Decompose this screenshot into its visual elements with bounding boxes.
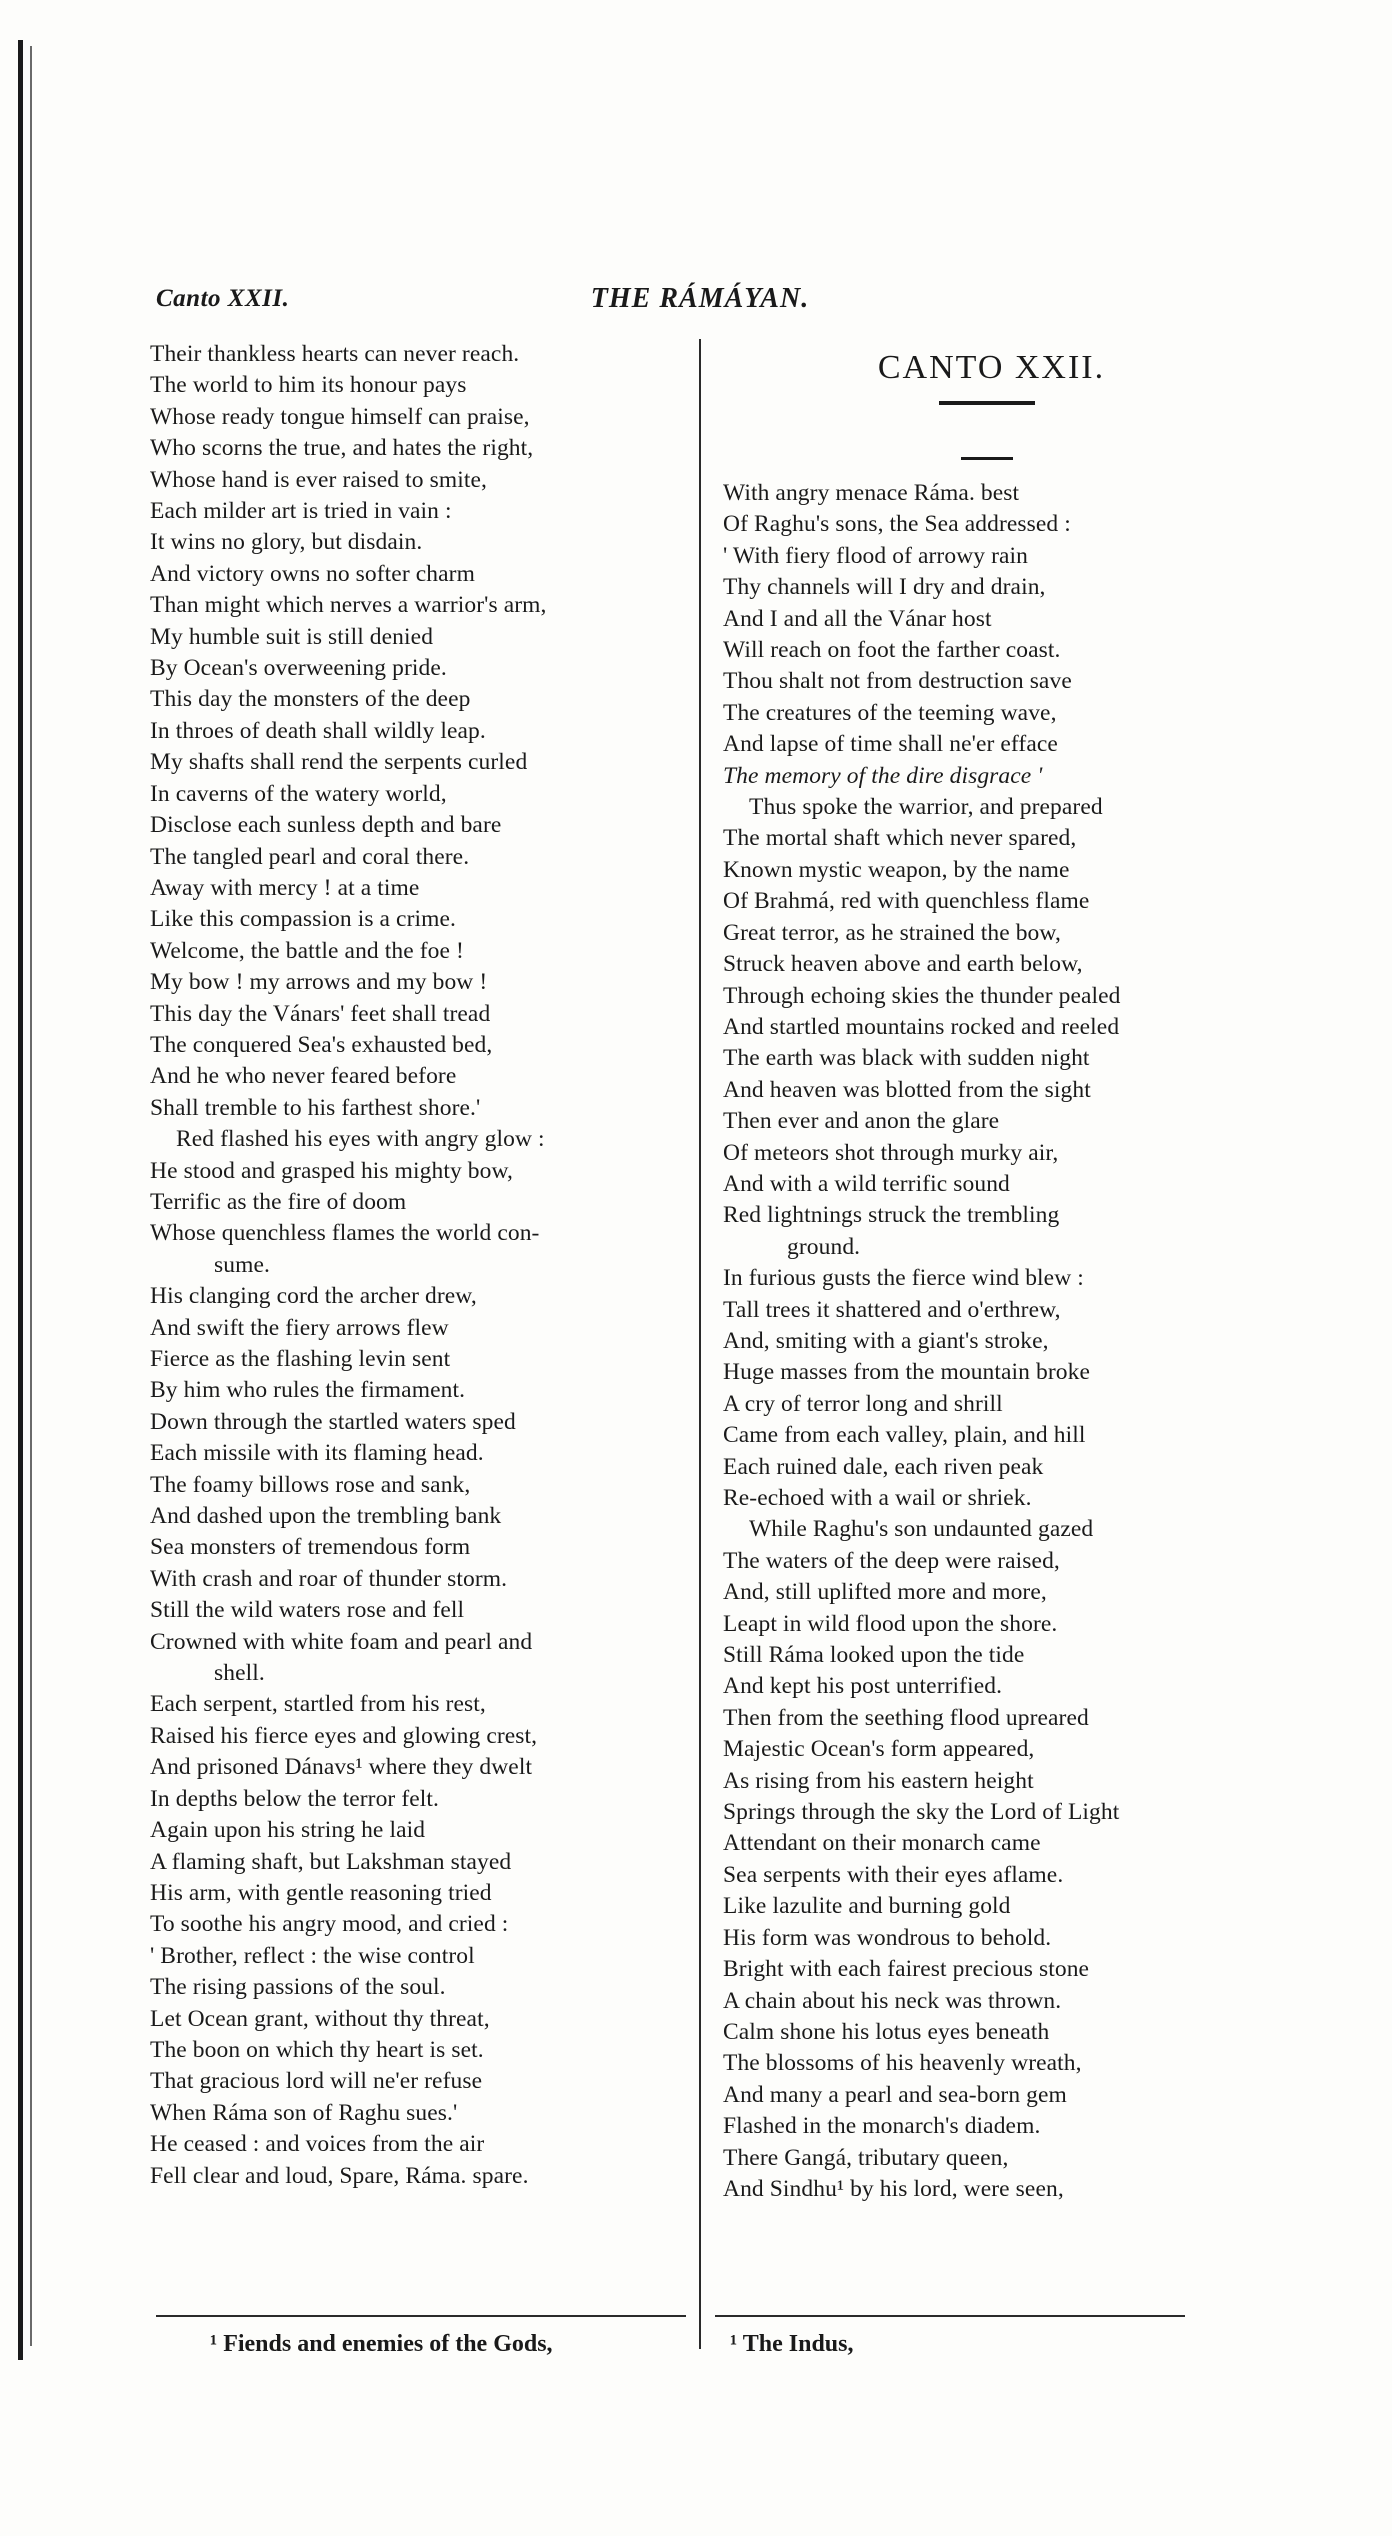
verse-line: And many a pearl and sea-born gem bbox=[723, 2081, 1067, 2108]
column-divider-rule bbox=[699, 339, 701, 2349]
verse-line: And victory owns no softer charm bbox=[150, 560, 475, 587]
verse-line: Then ever and anon the glare bbox=[723, 1108, 1000, 1135]
canto-heading-rule bbox=[939, 401, 1035, 405]
verse-line: Whose hand is ever raised to smite, bbox=[150, 466, 487, 493]
verse-line: And dashed upon the trembling bank bbox=[150, 1503, 502, 1530]
verse-line: And he who never feared before bbox=[150, 1063, 457, 1090]
verse-line: Red flashed his eyes with angry glow : bbox=[176, 1126, 545, 1153]
verse-line: This day the Vánars' feet shall tread bbox=[150, 1000, 491, 1027]
verse-line: The waters of the deep were raised, bbox=[723, 1547, 1060, 1574]
verse-line: And startled mountains rocked and reeled bbox=[723, 1013, 1120, 1040]
footnote-rule-right bbox=[715, 2315, 1185, 2317]
verse-line: Like this compassion is a crime. bbox=[150, 906, 457, 933]
verse-line: Raised his fierce eyes and glowing crest, bbox=[150, 1722, 538, 1749]
verse-line: Away with mercy ! at a time bbox=[150, 874, 420, 901]
verse-line: Great terror, as he strained the bow, bbox=[723, 919, 1061, 946]
verse-line: Shall tremble to his farthest shore.' bbox=[150, 1094, 481, 1121]
verse-line: sume. bbox=[214, 1251, 270, 1278]
verse-line: The memory of the dire disgrace ' bbox=[723, 762, 1043, 789]
verse-line: Crowned with white foam and pearl and bbox=[150, 1628, 533, 1655]
verse-line: Who scorns the true, and hates the right, bbox=[150, 435, 534, 462]
verse-line: Again upon his string he laid bbox=[150, 1817, 426, 1844]
verse-line: Huge masses from the mountain broke bbox=[723, 1359, 1091, 1386]
verse-block-left-1 bbox=[150, 339, 677, 1124]
footnote-rules bbox=[150, 2315, 1250, 2317]
verse-line: And with a wild terrific sound bbox=[723, 1170, 1010, 1197]
verse-line: Then from the seething flood upreared bbox=[723, 1704, 1089, 1731]
verse-line: Thou shalt not from destruction save bbox=[723, 668, 1072, 695]
verse-line: Than might which nerves a warrior's arm, bbox=[150, 592, 547, 619]
verse-line: Still Ráma looked upon the tide bbox=[723, 1642, 1025, 1669]
verse-line: To soothe his angry mood, and cried : bbox=[150, 1911, 509, 1938]
verse-block-left-3 bbox=[150, 1689, 677, 2192]
verse-line: Will reach on foot the farther coast. bbox=[723, 637, 1061, 664]
verse-line: The mortal shaft which never spared, bbox=[723, 825, 1077, 852]
page-content bbox=[150, 285, 1250, 2205]
verse-line: And prisoned Dánavs¹ where they dwelt bbox=[150, 1754, 533, 1781]
verse-line: ' Brother, reflect : the wise control bbox=[150, 1942, 475, 1969]
verse-line: Sea serpents with their eyes aflame. bbox=[723, 1861, 1064, 1888]
canto-heading: CANTO XXII. bbox=[877, 349, 1106, 386]
verse-line: Majestic Ocean's form appeared, bbox=[723, 1736, 1035, 1763]
verse-line: Re-echoed with a wail or shriek. bbox=[723, 1485, 1032, 1511]
binding-edge-decoration bbox=[18, 40, 23, 2360]
verse-line: Terrific as the fire of doom bbox=[150, 1188, 407, 1215]
verse-line: Each ruined dale, each riven peak bbox=[723, 1453, 1044, 1480]
verse-line: Came from each valley, plain, and hill bbox=[723, 1422, 1086, 1449]
verse-block-right-3 bbox=[723, 1514, 1250, 2205]
verse-line: Each milder art is tried in vain : bbox=[150, 498, 452, 525]
footnote-right: ¹ The Indus, bbox=[730, 2331, 854, 2357]
footnote-left: ¹ Fiends and enemies of the Gods, bbox=[210, 2331, 553, 2357]
verse-line: Flashed in the monarch's diadem. bbox=[723, 2113, 1041, 2140]
verse-line: With crash and roar of thunder storm. bbox=[150, 1565, 508, 1592]
verse-line: Each serpent, startled from his rest, bbox=[150, 1691, 486, 1718]
verse-line: And, still uplifted more and more, bbox=[723, 1579, 1047, 1606]
verse-line: Struck heaven above and earth below, bbox=[723, 951, 1083, 978]
verse-line: And swift the fiery arrows flew bbox=[150, 1314, 449, 1341]
verse-line: His clanging cord the archer drew, bbox=[150, 1283, 477, 1310]
verse-line: It wins no glory, but disdain. bbox=[150, 529, 423, 556]
verse-line: Fell clear and loud, Spare, Ráma. spare. bbox=[150, 2162, 529, 2189]
verse-line: Whose ready tongue himself can praise, bbox=[150, 403, 530, 430]
verse-line: This day the monsters of the deep bbox=[150, 686, 471, 713]
verse-line: ' With fiery flood of arrowy rain bbox=[723, 542, 1029, 569]
footnote-rule-left bbox=[156, 2315, 686, 2317]
verse-line: By Ocean's overweening pride. bbox=[150, 655, 447, 682]
verse-line: He stood and grasped his mighty bow, bbox=[150, 1157, 514, 1184]
verse-line: Of Brahmá, red with quenchless flame bbox=[723, 888, 1090, 915]
verse-line: The earth was black with sudden night bbox=[723, 1045, 1090, 1072]
verse-line: Thy channels will I dry and drain, bbox=[723, 574, 1046, 601]
verse-line: Through echoing skies the thunder pealed bbox=[723, 982, 1121, 1009]
verse-line: Let Ocean grant, without thy threat, bbox=[150, 2005, 490, 2032]
verse-line: The conquered Sea's exhausted bed, bbox=[150, 1031, 493, 1058]
verse-line: My shafts shall rend the serpents curled bbox=[150, 749, 528, 776]
verse-line: When Ráma son of Raghu sues.' bbox=[150, 2099, 458, 2126]
verse-line: Springs through the sky the Lord of Light bbox=[723, 1799, 1120, 1826]
verse-line: Bright with each fairest precious stone bbox=[723, 1956, 1090, 1983]
verse-line: Fierce as the flashing levin sent bbox=[150, 1346, 451, 1372]
verse-line: A cry of terror long and shrill bbox=[723, 1390, 1003, 1417]
verse-line: ground. bbox=[787, 1233, 861, 1260]
verse-line: shell. bbox=[214, 1660, 265, 1687]
verse-line: As rising from his eastern height bbox=[723, 1767, 1034, 1794]
running-head-title: THE RÁMÁYAN. bbox=[590, 283, 810, 314]
verse-line: In throes of death shall wildly leap. bbox=[150, 717, 486, 744]
verse-line: His arm, with gentle reasoning tried bbox=[150, 1879, 492, 1906]
right-column bbox=[695, 339, 1250, 2205]
verse-line: Red lightnings struck the trembling bbox=[723, 1202, 1060, 1229]
verse-line: The foamy billows rose and sank, bbox=[150, 1471, 471, 1498]
verse-line: Leapt in wild flood upon the shore. bbox=[723, 1610, 1058, 1637]
verse-line: Calm shone his lotus eyes beneath bbox=[723, 2018, 1050, 2045]
verse-line: And, smiting with a giant's stroke, bbox=[723, 1327, 1049, 1354]
verse-line: Thus spoke the warrior, and prepared bbox=[749, 794, 1103, 821]
verse-line: The boon on which thy heart is set. bbox=[150, 2036, 484, 2063]
verse-line: My humble suit is still denied bbox=[150, 623, 434, 650]
verse-line: He ceased : and voices from the air bbox=[150, 2131, 485, 2158]
verse-line: Known mystic weapon, by the name bbox=[723, 856, 1070, 883]
verse-line: And heaven was blotted from the sight bbox=[723, 1076, 1091, 1103]
verse-line: The blossoms of his heavenly wreath, bbox=[723, 2050, 1082, 2077]
verse-line: Disclose each sunless depth and bare bbox=[150, 812, 502, 839]
verse-line: With angry menace Ráma. best bbox=[723, 480, 1020, 506]
verse-line: Down through the startled waters sped bbox=[150, 1408, 516, 1435]
verse-block-left-2 bbox=[150, 1124, 677, 1689]
verse-line: In depths below the terror felt. bbox=[150, 1785, 440, 1812]
verse-line: Each missile with its flaming head. bbox=[150, 1440, 484, 1467]
verse-line: His form was wondrous to behold. bbox=[723, 1924, 1052, 1951]
verse-line: Like lazulite and burning gold bbox=[723, 1893, 1011, 1920]
verse-line: A flaming shaft, but Lakshman stayed bbox=[150, 1848, 512, 1875]
running-head bbox=[150, 285, 1250, 325]
binding-edge-shadow bbox=[30, 46, 32, 2346]
verse-line: Whose quenchless flames the world con- bbox=[150, 1220, 540, 1247]
footnote-row bbox=[150, 2331, 1250, 2365]
verse-block-right-1 bbox=[723, 478, 1250, 792]
verse-line: The rising passions of the soul. bbox=[150, 1974, 446, 2001]
verse-line: Their thankless hearts can never reach. bbox=[150, 341, 520, 367]
verse-line: And kept his post unterrified. bbox=[723, 1673, 1003, 1700]
verse-line: And lapse of time shall ne'er efface bbox=[723, 731, 1058, 758]
verse-line: Still the wild waters rose and fell bbox=[150, 1597, 465, 1624]
verse-line: In furious gusts the fierce wind blew : bbox=[723, 1265, 1084, 1292]
verse-line: In caverns of the watery world, bbox=[150, 780, 447, 807]
verse-line: The creatures of the teeming wave, bbox=[723, 699, 1057, 726]
verse-line: That gracious lord will ne'er refuse bbox=[150, 2068, 483, 2095]
verse-line: Of Raghu's sons, the Sea addressed : bbox=[723, 511, 1071, 538]
footnote-area bbox=[150, 2315, 1250, 2365]
verse-line: By him who rules the firmament. bbox=[150, 1377, 466, 1404]
verse-line: Of meteors shot through murky air, bbox=[723, 1139, 1059, 1166]
verse-line: There Gangá, tributary queen, bbox=[723, 2144, 1009, 2171]
verse-line: Attendant on their monarch came bbox=[723, 1830, 1041, 1857]
verse-line: And Sindhu¹ by his lord, were seen, bbox=[723, 2175, 1064, 2202]
verse-line: And I and all the Vánar host bbox=[723, 605, 992, 632]
verse-line: Welcome, the battle and the foe ! bbox=[150, 937, 464, 964]
left-column bbox=[150, 339, 695, 2192]
verse-line: My bow ! my arrows and my bow ! bbox=[150, 969, 488, 996]
verse-line: A chain about his neck was thrown. bbox=[723, 1987, 1062, 2014]
verse-line: Sea monsters of tremendous form bbox=[150, 1534, 471, 1561]
section-rule bbox=[961, 457, 1013, 460]
running-head-canto: Canto XXII. bbox=[156, 285, 290, 312]
verse-line: While Raghu's son undaunted gazed bbox=[749, 1516, 1094, 1543]
verse-block-right-2 bbox=[723, 792, 1250, 1514]
verse-line: Tall trees it shattered and o'erthrew, bbox=[723, 1296, 1061, 1323]
verse-line: The tangled pearl and coral there. bbox=[150, 843, 470, 870]
two-column-body bbox=[150, 339, 1250, 2205]
verse-line: The world to him its honour pays bbox=[150, 372, 467, 399]
